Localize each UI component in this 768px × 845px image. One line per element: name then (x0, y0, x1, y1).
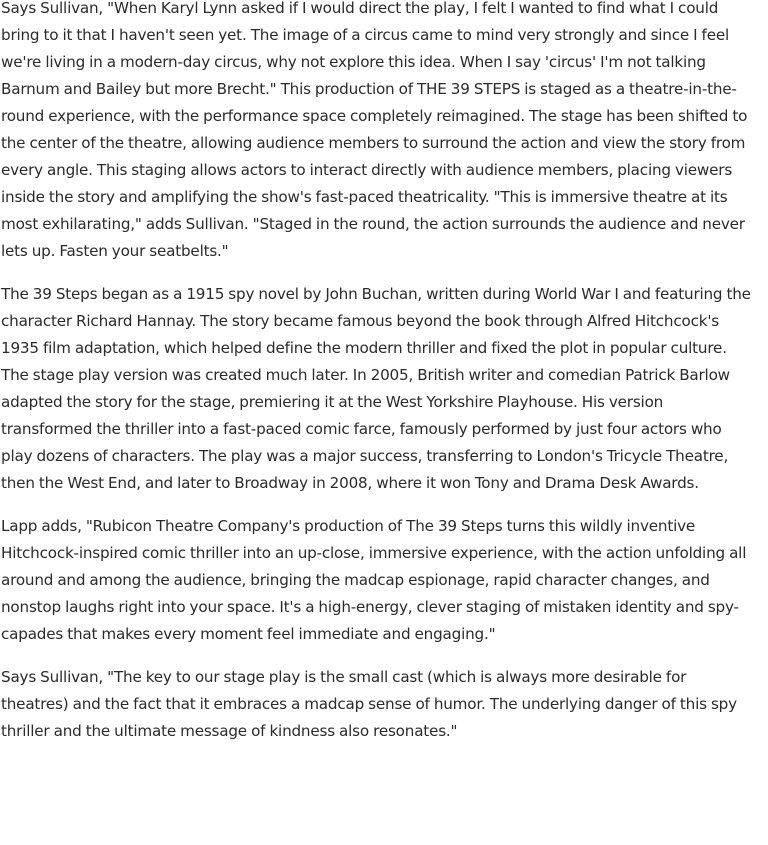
article-paragraph-1: Says Sullivan, "When Karyl Lynn asked if I would direct the play, I felt I wanted to find what I could bring to it that I haven't seen yet. The image of a circus came to mind very strongly and since I feel we're living in a modern-day circus, why not explore this idea. When I say 'circus' I'm not talking Barnum and Bailey but more Brecht." This production of THE 39 STEPS is staged as a theatre-in-the-round experience, with the performance space completely reimagined. The stage has been shifted to the center of the theatre, allowing audience members to surround the action and view the story from every angle. This staging allows actors to interact directly with audience members, placing viewers inside the story and amplifying the show's fast-paced theatricality. "This is immersive theatre at its most exhilarating," adds Sullivan. "Staged in the round, the action surrounds the audience and never lets up. Fasten your seatbelts." (1, 0, 748, 260)
article-paragraph-2: The 39 Steps began as a 1915 spy novel by John Buchan, written during World War I and featuring the character Richard Hannay. The story became famous beyond the book through Alfred Hitchcock's 1935 film adaptation, which helped define the modern thriller and fixed the plot in popular culture. The stage play version was created much later. In 2005, British writer and comedian Patrick Barlow adapted the story for the stage, premiering it at the West Yorkshire Playhouse. His version transformed the thriller into a fast-paced comic farce, famously performed by just four actors who play dozens of characters. The play was a major success, transferring to London's Tricycle Theatre, then the West End, and later to Broadway in 2008, where it won Tony and Drama Desk Awards. (1, 285, 751, 492)
article-paragraph-3: Lapp adds, "Rubicon Theatre Company's production of The 39 Steps turns this wildly inventive Hitchcock-inspired comic thriller into an up-close, immersive experience, with the action unfolding all around and among the audience, bringing the madcap espionage, rapid character changes, and nonstop laughs right into your space. It's a high-energy, clever staging of mistaken identity and spy-capades that makes every moment feel immediate and engaging." (1, 517, 747, 643)
article-paragraph-4: Says Sullivan, "The key to our stage play is the small cast (which is always more desirable for theatres) and the fact that it embraces a madcap sense of humor. The underlying danger of this spy thriller and the ultimate message of kindness also resonates." (1, 668, 737, 740)
